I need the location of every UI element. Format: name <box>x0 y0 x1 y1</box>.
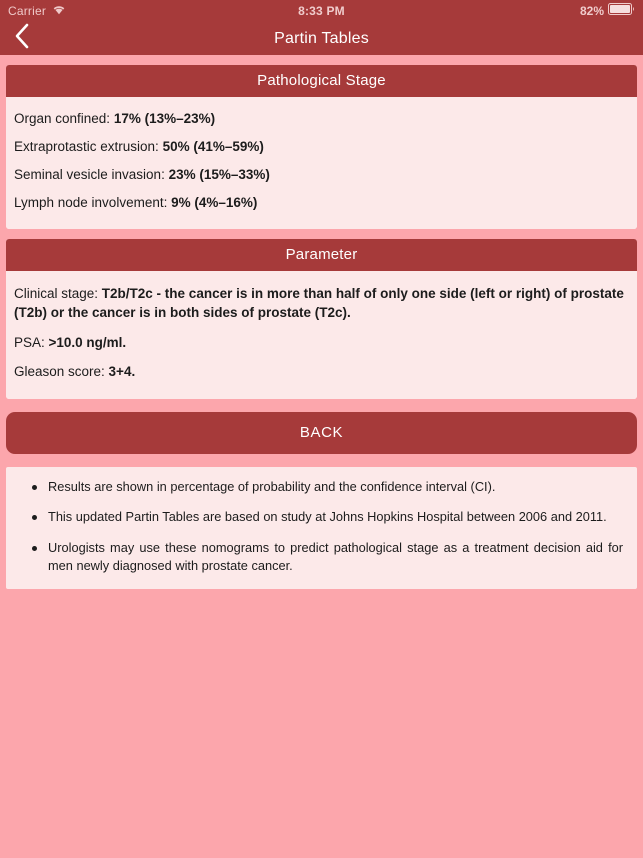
result-label: Organ confined: <box>14 111 114 126</box>
status-bar-left <box>8 2 66 20</box>
battery-icon <box>608 2 635 20</box>
pathological-stage-body <box>6 97 637 229</box>
wifi-icon <box>52 2 66 20</box>
result-row-extraprotastic-extrusion <box>14 134 629 162</box>
result-value: 50% (41%–59%) <box>162 138 264 154</box>
navigation-bar <box>0 22 643 55</box>
result-value: 23% (15%–33%) <box>168 166 270 182</box>
parameter-card <box>6 239 637 399</box>
result-label: Extraprotastic extrusion: <box>14 138 163 154</box>
status-bar-right <box>580 2 635 20</box>
carrier-label: Carrier <box>8 4 47 18</box>
battery-percent-label: 82% <box>579 4 604 18</box>
result-label: Seminal vesicle invasion: <box>14 166 169 182</box>
status-bar <box>0 0 643 22</box>
back-button[interactable]: BACK <box>6 412 637 454</box>
parameter-row-clinical-stage <box>14 280 629 329</box>
parameter-row-psa <box>14 329 629 359</box>
result-row-organ-confined <box>14 106 629 134</box>
pathological-stage-card <box>6 65 637 229</box>
chevron-left-icon <box>14 23 30 54</box>
scroll-content <box>0 55 643 858</box>
pathological-stage-header: Pathological Stage <box>6 65 637 97</box>
result-row-lymph-node-involvement <box>14 190 629 218</box>
result-value: 9% (4%–16%) <box>171 194 258 210</box>
status-bar-time: 8:33 PM <box>298 4 345 18</box>
list-item: Urologists may use these nomograms to predict pathological stage as a treatment decision aid for men newly diagnosed with prostate cancer. <box>12 539 623 576</box>
parameter-header: Parameter <box>6 239 637 271</box>
list-item: Results are shown in percentage of probability and the confidence interval (CI). <box>12 478 623 497</box>
parameter-value: >10.0 ng/ml. <box>48 334 127 350</box>
notes-card <box>6 467 637 589</box>
notes-list <box>12 478 623 576</box>
parameter-value: 3+4. <box>108 364 136 380</box>
result-value: 17% (13%–23%) <box>113 111 216 126</box>
back-nav-button[interactable] <box>0 22 44 55</box>
page-title: Partin Tables <box>274 29 369 47</box>
parameter-row-gleason-score <box>14 358 629 388</box>
parameter-label: Clinical stage: <box>14 285 102 301</box>
result-label: Lymph node involvement: <box>14 194 172 210</box>
list-item: This updated Partin Tables are based on study at Johns Hopkins Hospital between 2006 and 2011. <box>12 508 623 527</box>
parameter-body <box>6 271 637 399</box>
parameter-label: PSA: <box>14 334 49 350</box>
parameter-label: Gleason score: <box>14 364 109 380</box>
parameter-value: T2b/T2c - the cancer is in more than half of only one side (left or right) of prostate (T2b) or the cancer is in both sides of prostate (T2c). <box>14 285 624 321</box>
result-row-seminal-vesicle-invasion <box>14 162 629 190</box>
